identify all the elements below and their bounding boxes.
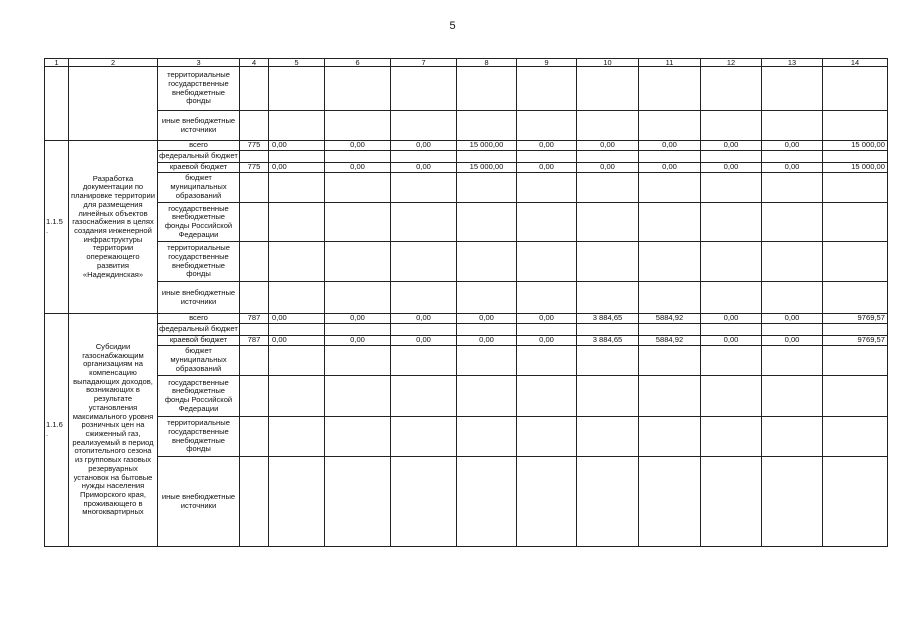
value-cell: 0,00	[457, 336, 517, 346]
value-cell	[577, 376, 639, 417]
value-cell	[823, 151, 888, 163]
column-4-cell	[240, 67, 269, 111]
value-cell	[457, 417, 517, 457]
item-description: Субсидии газоснабжающим организациям на компенсацию выпадающих доходов, возникающих в результате установления максимального уровня розничных цен на сжиженный газ, реализуемый в период отопительного сезона из групповых газовых резервуарных установок на бытовые нужды населения Приморского края, проживающего в многоквартирных	[69, 314, 158, 547]
funding-source-label: территориальные государственные внебюджетные фонды	[158, 417, 240, 457]
s116-row	[45, 376, 888, 417]
header-cell: 5	[269, 59, 325, 67]
column-4-cell	[240, 457, 269, 547]
value-cell	[639, 242, 701, 282]
funding-source-label: бюджет муниципальных образований	[158, 173, 240, 203]
value-cell: 0,00	[269, 163, 325, 173]
column-4-cell	[240, 151, 269, 163]
value-cell	[269, 111, 325, 141]
value-cell	[762, 242, 823, 282]
value-cell	[577, 417, 639, 457]
value-cell	[325, 457, 391, 547]
funding-source-label: территориальные государственные внебюджетные фонды	[158, 67, 240, 111]
column-4-cell	[240, 282, 269, 314]
value-cell: 0,00	[577, 141, 639, 151]
funding-source-label: государственные внебюджетные фонды Российской Федерации	[158, 376, 240, 417]
value-cell	[517, 282, 577, 314]
value-cell	[823, 346, 888, 376]
value-cell	[577, 151, 639, 163]
column-4-cell	[240, 346, 269, 376]
funding-source-label: государственные внебюджетные фонды Российской Федерации	[158, 203, 240, 242]
column-4-cell: 787	[240, 314, 269, 324]
value-cell	[701, 324, 762, 336]
value-cell	[701, 67, 762, 111]
value-cell	[823, 242, 888, 282]
value-cell	[269, 151, 325, 163]
value-cell	[701, 111, 762, 141]
value-cell: 0,00	[639, 141, 701, 151]
value-cell: 15 000,00	[823, 163, 888, 173]
value-cell: 15 000,00	[457, 141, 517, 151]
column-4-cell: 787	[240, 336, 269, 346]
header-cell: 6	[325, 59, 391, 67]
value-cell: 0,00	[517, 163, 577, 173]
value-cell	[823, 376, 888, 417]
header-cell: 10	[577, 59, 639, 67]
value-cell: 0,00	[762, 314, 823, 324]
value-cell	[269, 242, 325, 282]
value-cell	[639, 346, 701, 376]
value-cell	[457, 203, 517, 242]
value-cell: 0,00	[701, 314, 762, 324]
column-4-cell	[240, 324, 269, 336]
s116-row	[45, 457, 888, 547]
header-cell: 2	[69, 59, 158, 67]
value-cell	[269, 324, 325, 336]
value-cell	[639, 417, 701, 457]
value-cell: 0,00	[762, 163, 823, 173]
value-cell	[391, 346, 457, 376]
value-cell	[325, 151, 391, 163]
value-cell	[269, 282, 325, 314]
funding-source-label: федеральный бюджет	[158, 324, 240, 336]
s115-row	[45, 173, 888, 203]
value-cell	[269, 376, 325, 417]
funding-source-label: территориальные государственные внебюджетные фонды	[158, 242, 240, 282]
value-cell	[391, 151, 457, 163]
item-code: 1.1.6 .	[45, 314, 69, 547]
value-cell	[823, 173, 888, 203]
funding-source-label: всего	[158, 141, 240, 151]
header-cell: 14	[823, 59, 888, 67]
value-cell	[457, 346, 517, 376]
value-cell	[457, 111, 517, 141]
value-cell	[577, 324, 639, 336]
value-cell	[639, 457, 701, 547]
column-4-cell	[240, 242, 269, 282]
value-cell	[762, 282, 823, 314]
value-cell	[517, 203, 577, 242]
value-cell: 0,00	[391, 314, 457, 324]
value-cell	[762, 417, 823, 457]
value-cell: 0,00	[577, 163, 639, 173]
funding-source-label: бюджет муниципальных образований	[158, 346, 240, 376]
value-cell	[762, 346, 823, 376]
value-cell	[269, 173, 325, 203]
value-cell	[391, 417, 457, 457]
column-4-cell	[240, 417, 269, 457]
value-cell	[517, 376, 577, 417]
value-cell: 5884,92	[639, 314, 701, 324]
value-cell	[701, 151, 762, 163]
value-cell	[701, 457, 762, 547]
cont-row	[45, 67, 888, 111]
value-cell	[517, 151, 577, 163]
value-cell	[639, 376, 701, 417]
value-cell	[701, 376, 762, 417]
s115-row	[45, 163, 888, 173]
value-cell	[577, 346, 639, 376]
value-cell: 0,00	[391, 163, 457, 173]
value-cell	[391, 457, 457, 547]
value-cell	[823, 111, 888, 141]
value-cell	[701, 203, 762, 242]
value-cell	[577, 457, 639, 547]
value-cell	[517, 457, 577, 547]
value-cell	[577, 282, 639, 314]
value-cell: 0,00	[457, 314, 517, 324]
item-code	[45, 67, 69, 141]
value-cell	[517, 67, 577, 111]
value-cell	[639, 151, 701, 163]
value-cell	[701, 346, 762, 376]
header-cell: 11	[639, 59, 701, 67]
s116-row	[45, 314, 888, 324]
value-cell	[701, 417, 762, 457]
value-cell	[762, 376, 823, 417]
value-cell: 0,00	[325, 163, 391, 173]
column-4-cell: 775	[240, 141, 269, 151]
value-cell: 0,00	[391, 336, 457, 346]
value-cell	[517, 324, 577, 336]
funding-source-label: иные внебюджетные источники	[158, 282, 240, 314]
value-cell	[517, 346, 577, 376]
value-cell: 15 000,00	[457, 163, 517, 173]
value-cell	[639, 173, 701, 203]
value-cell	[823, 67, 888, 111]
value-cell	[391, 173, 457, 203]
value-cell	[269, 417, 325, 457]
value-cell	[269, 346, 325, 376]
value-cell: 9769,57	[823, 336, 888, 346]
value-cell: 0,00	[325, 314, 391, 324]
header-cell: 4	[240, 59, 269, 67]
value-cell	[639, 111, 701, 141]
value-cell: 15 000,00	[823, 141, 888, 151]
funding-source-label: федеральный бюджет	[158, 151, 240, 163]
value-cell	[762, 457, 823, 547]
value-cell	[762, 151, 823, 163]
value-cell	[269, 67, 325, 111]
value-cell	[457, 376, 517, 417]
value-cell	[269, 457, 325, 547]
s116-row	[45, 336, 888, 346]
value-cell	[823, 457, 888, 547]
column-4-cell	[240, 111, 269, 141]
s116-row	[45, 324, 888, 336]
value-cell	[325, 282, 391, 314]
budget-table	[44, 58, 888, 547]
value-cell: 0,00	[269, 141, 325, 151]
page-number: 5	[449, 20, 456, 32]
value-cell: 9769,57	[823, 314, 888, 324]
value-cell	[577, 173, 639, 203]
value-cell	[457, 67, 517, 111]
funding-source-label: иные внебюджетные источники	[158, 111, 240, 141]
value-cell	[762, 203, 823, 242]
cont-row	[45, 111, 888, 141]
value-cell: 0,00	[325, 336, 391, 346]
value-cell	[457, 324, 517, 336]
value-cell	[701, 173, 762, 203]
value-cell: 0,00	[701, 336, 762, 346]
s116-row	[45, 346, 888, 376]
value-cell	[391, 203, 457, 242]
value-cell	[391, 376, 457, 417]
value-cell	[823, 282, 888, 314]
value-cell	[325, 346, 391, 376]
funding-source-label: краевой бюджет	[158, 163, 240, 173]
value-cell	[517, 111, 577, 141]
value-cell	[269, 203, 325, 242]
value-cell: 0,00	[639, 163, 701, 173]
header-cell: 8	[457, 59, 517, 67]
value-cell	[517, 242, 577, 282]
value-cell: 0,00	[701, 141, 762, 151]
funding-source-label: всего	[158, 314, 240, 324]
value-cell	[639, 324, 701, 336]
value-cell	[701, 242, 762, 282]
item-description	[69, 67, 158, 141]
column-number-header	[45, 59, 888, 67]
value-cell	[577, 242, 639, 282]
value-cell	[391, 67, 457, 111]
header-cell: 9	[517, 59, 577, 67]
s115-row	[45, 242, 888, 282]
column-4-cell	[240, 173, 269, 203]
value-cell	[391, 111, 457, 141]
s116-row	[45, 417, 888, 457]
funding-source-label: иные внебюджетные источники	[158, 457, 240, 547]
item-description: Разработка документации по планировке территории для размещения линейных объектов газоснабжения в целях создания инженерной инфраструктуры территории опережающего развития «Надеждинская»	[69, 141, 158, 314]
value-cell: 0,00	[762, 141, 823, 151]
value-cell	[823, 203, 888, 242]
value-cell	[577, 203, 639, 242]
value-cell	[325, 324, 391, 336]
value-cell: 0,00	[269, 336, 325, 346]
value-cell	[639, 282, 701, 314]
value-cell	[701, 282, 762, 314]
s115-row	[45, 282, 888, 314]
value-cell	[457, 242, 517, 282]
value-cell	[325, 111, 391, 141]
column-4-cell	[240, 203, 269, 242]
value-cell	[391, 242, 457, 282]
item-code: 1.1.5 .	[45, 141, 69, 314]
value-cell	[762, 173, 823, 203]
funding-source-label: краевой бюджет	[158, 336, 240, 346]
value-cell	[325, 67, 391, 111]
value-cell: 0,00	[391, 141, 457, 151]
value-cell	[517, 417, 577, 457]
value-cell: 0,00	[517, 141, 577, 151]
value-cell	[391, 282, 457, 314]
value-cell	[457, 173, 517, 203]
value-cell	[325, 242, 391, 282]
header-cell: 3	[158, 59, 240, 67]
value-cell: 3 884,65	[577, 336, 639, 346]
value-cell: 0,00	[762, 336, 823, 346]
value-cell: 5884,92	[639, 336, 701, 346]
value-cell	[391, 324, 457, 336]
value-cell	[457, 282, 517, 314]
header-cell: 12	[701, 59, 762, 67]
value-cell	[325, 376, 391, 417]
value-cell: 0,00	[701, 163, 762, 173]
value-cell	[577, 67, 639, 111]
value-cell	[639, 203, 701, 242]
value-cell	[577, 111, 639, 141]
value-cell: 3 884,65	[577, 314, 639, 324]
value-cell	[823, 417, 888, 457]
value-cell	[762, 67, 823, 111]
value-cell: 0,00	[325, 141, 391, 151]
value-cell	[457, 151, 517, 163]
value-cell	[517, 173, 577, 203]
s115-row	[45, 141, 888, 151]
value-cell: 0,00	[517, 336, 577, 346]
value-cell	[325, 203, 391, 242]
value-cell	[639, 67, 701, 111]
value-cell	[762, 324, 823, 336]
header-cell: 1	[45, 59, 69, 67]
header-cell: 13	[762, 59, 823, 67]
value-cell	[762, 111, 823, 141]
value-cell	[823, 324, 888, 336]
s115-row	[45, 203, 888, 242]
value-cell: 0,00	[517, 314, 577, 324]
header-cell: 7	[391, 59, 457, 67]
column-4-cell: 775	[240, 163, 269, 173]
value-cell: 0,00	[269, 314, 325, 324]
column-4-cell	[240, 376, 269, 417]
s115-row	[45, 151, 888, 163]
value-cell	[325, 417, 391, 457]
value-cell	[457, 457, 517, 547]
value-cell	[325, 173, 391, 203]
